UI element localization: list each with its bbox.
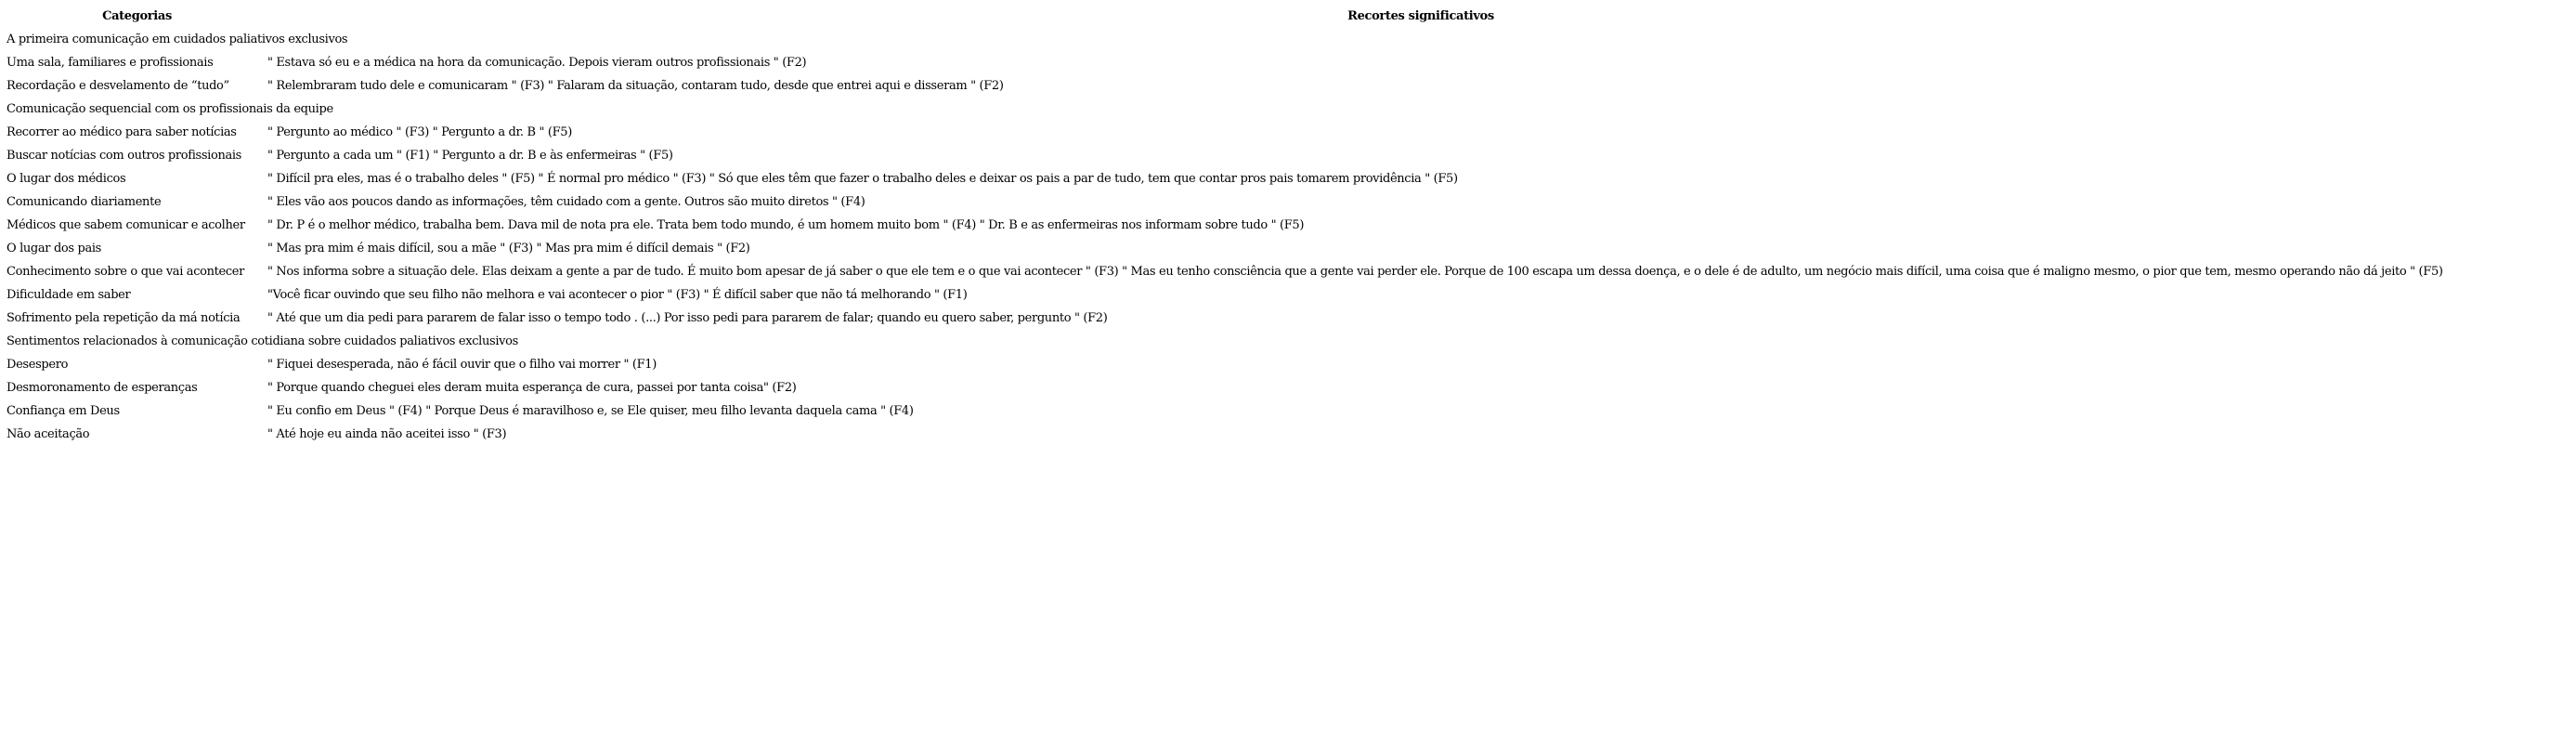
excerpt-cell: " Mas pra mim é mais difícil, sou a mãe " (F3) " Mas pra mim é difícil demais " (F2) [267,242,750,255]
category-cell: O lugar dos pais [7,242,101,255]
excerpt-cell: " Relembraram tudo dele e comunicaram " (F3) " Falaram da situação, contaram tudo, desde que entrei aqui e disseram " (F2) [267,79,1004,93]
category-cell: Confiança em Deus [7,404,120,418]
table-row [7,423,2574,446]
excerpt-cell: " Até que um dia pedi para pararem de falar isso o tempo todo . (...) Por isso pedi para pararem de falar; quando eu quero saber, pergunto " (F2) [267,311,1108,325]
excerpt-cell: " Pergunto a cada um " (F1) " Pergunto a dr. B e às enfermeiras " (F5) [267,149,673,163]
category-cell: Não aceitação [7,427,90,441]
section-row [7,28,2574,51]
table-header-row [7,5,2574,28]
table-body [7,28,2574,446]
category-cell: Dificuldade em saber [7,288,131,302]
table-row [7,167,2574,190]
excerpt-cell: " Nos informa sobre a situação dele. Elas deixam a gente a par de tudo. É muito bom apesar de já saber o que ele tem e o que vai acontecer " (F3) " Mas eu tenho consciência que a gente vai perder ele. Porque de 100 escapa um dessa doença, e o dele é de adulto, um negócio mais difícil, uma coisa que é maligno mesmo, o pior que tem, mesmo operando não dá jeito " (F5) [267,265,2443,279]
section-heading: A primeira comunicação em cuidados paliativos exclusivos [7,33,348,46]
table-row [7,260,2574,283]
excerpt-cell: " Até hoje eu ainda não aceitei isso " (F3) [267,427,507,441]
header-categorias: Categorias [102,9,172,23]
section-heading: Sentimentos relacionados à comunicação cotidiana sobre cuidados paliativos exclusivos [7,334,518,348]
categories-table [7,5,2574,446]
excerpt-cell: " Eles vão aos poucos dando as informações, têm cuidado com a gente. Outros são muito diretos " (F4) [267,195,865,209]
table-row [7,51,2574,74]
table-row [7,353,2574,376]
category-cell: Médicos que sabem comunicar e acolher [7,218,245,232]
category-cell: Conhecimento sobre o que vai acontecer [7,265,244,279]
excerpt-cell: " Dr. P é o melhor médico, trabalha bem. Dava mil de nota pra ele. Trata bem todo mundo, é um homem muito bom " (F4) " Dr. B e as enfermeiras nos informam sobre tudo " (F5) [267,218,1305,232]
table-row [7,144,2574,167]
category-cell: Comunicando diariamente [7,195,162,209]
category-cell: Sofrimento pela repetição da má notícia [7,311,241,325]
category-cell: O lugar dos médicos [7,172,126,186]
table-row [7,237,2574,260]
section-heading: Comunicação sequencial com os profissionais da equipe [7,102,333,116]
table-row [7,283,2574,307]
excerpt-cell: "Você ficar ouvindo que seu filho não melhora e vai acontecer o pior " (F3) " É difícil saber que não tá melhorando " (F1) [267,288,968,302]
category-cell: Recorrer ao médico para saber notícias [7,125,237,139]
section-row [7,98,2574,121]
table-row [7,190,2574,214]
excerpt-cell: " Estava só eu e a médica na hora da comunicação. Depois vieram outros profissionais " (F2) [267,56,807,70]
excerpt-cell: " Eu confio em Deus " (F4) " Porque Deus é maravilhoso e, se Ele quiser, meu filho levanta daquela cama " (F4) [267,404,914,418]
category-cell: Desespero [7,358,69,372]
category-cell: Buscar notícias com outros profissionais [7,149,241,163]
excerpt-cell: " Fiquei desesperada, não é fácil ouvir que o filho vai morrer " (F1) [267,358,657,372]
header-recortes: Recortes significativos [1347,9,1494,23]
category-cell: Uma sala, familiares e profissionais [7,56,214,70]
table-row [7,74,2574,98]
table-row [7,307,2574,330]
table-row [7,376,2574,399]
category-cell: Desmoronamento de esperanças [7,381,198,395]
section-row [7,330,2574,353]
excerpt-cell: " Porque quando cheguei eles deram muita esperança de cura, passei por tanta coisa" (F2) [267,381,797,395]
table-row [7,399,2574,423]
category-cell: Recordação e desvelamento de “tudo” [7,79,229,93]
excerpt-cell: " Difícil pra eles, mas é o trabalho deles " (F5) " É normal pro médico " (F3) " Só que eles têm que fazer o trabalho deles e deixar os pais a par de tudo, tem que contar pros pais tomarem providência " (F5) [267,172,1458,186]
excerpt-cell: " Pergunto ao médico " (F3) " Pergunto a dr. B " (F5) [267,125,572,139]
table-row [7,121,2574,144]
table-row [7,214,2574,237]
